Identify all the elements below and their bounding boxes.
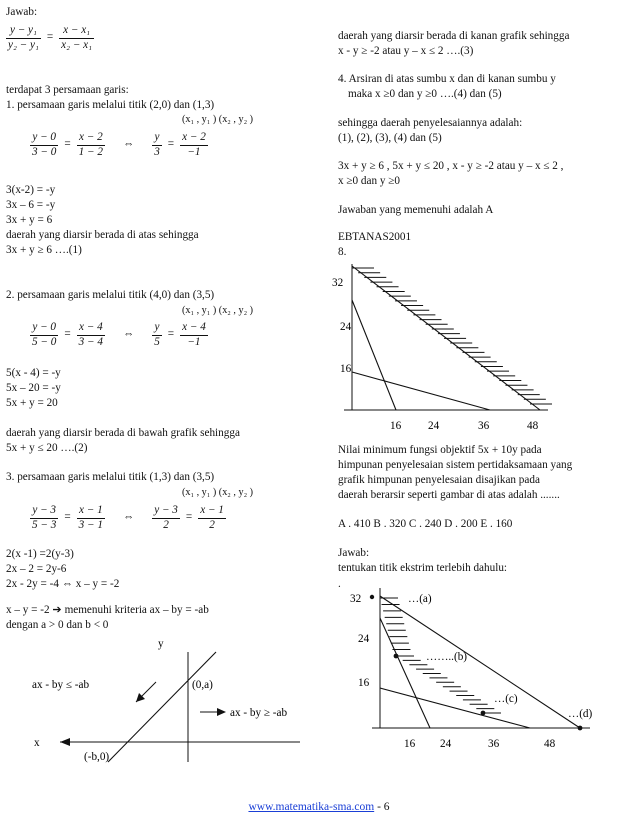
r-p4: maka x ≥0 dan y ≥0 ….(4) dan (5) — [348, 88, 502, 100]
graph1-line-a — [352, 266, 540, 410]
s1-points: (x₁ , y₁ ) (x₂ , y₂ ) — [182, 114, 254, 125]
left-region-label: ax - by ≤ -ab — [32, 679, 90, 691]
r-p11: 8. — [338, 246, 347, 258]
graph1-ytick-24: 24 — [340, 321, 352, 333]
r-p3: 4. Arsiran di atas sumbu x dan di kanan sumbu y — [338, 73, 556, 85]
r-p10: EBTANAS2001 — [338, 231, 412, 243]
two-point-formula: $\frac{\text{y − y₁}}{\text{y₂ − y₁}}$ = $\frac{\text{x − x₁}}{\text{x₂ − x₁}}$ — [8, 24, 93, 51]
graph2-label-b: ……..(b) — [426, 651, 468, 663]
s2-note-1: daerah yang diarsir berada di bawah grafik sehingga — [6, 427, 240, 439]
graph2-xtick-36: 36 — [488, 738, 500, 750]
region-diagram — [0, 630, 320, 770]
diagram-boundary-line — [108, 652, 216, 762]
graph2-ytick-16: 16 — [358, 677, 370, 689]
extreme-point-d — [578, 726, 583, 731]
graph2-xtick-24: 24 — [440, 738, 452, 750]
graph1-xtick-16: 16 — [390, 420, 402, 432]
r-p6: (1), (2), (3), (4) dan (5) — [338, 132, 442, 144]
s3-line-1: 2(x -1) =2(y-3) — [6, 548, 74, 560]
r-p2: x - y ≥ -2 atau y – x ≤ 2 ….(3) — [338, 45, 474, 57]
graph1-xtick-24: 24 — [428, 420, 440, 432]
graph1-xtick-36: 36 — [478, 420, 490, 432]
graph1-line-c — [352, 372, 490, 410]
s1-line-5: 3x + y ≥ 6 ….(1) — [6, 244, 82, 256]
question-line-3: grafik himpunan penyelesaian disajikan pada — [338, 474, 540, 486]
intro-text: terdapat 3 persamaan garis: — [6, 84, 129, 96]
page-footer — [0, 800, 638, 814]
s3-criterion-1: x – y = -2 ➔ memenuhi kriteria ax – by = -ab — [6, 604, 209, 616]
s3-line-3: 2x - 2y = -4 ⇔ x – y = -2 — [6, 578, 120, 590]
s1-line-3: 3x + y = 6 — [6, 214, 53, 226]
graph1-ytick-32: 32 — [332, 277, 344, 289]
graph2-ytick-32: 32 — [350, 593, 362, 605]
s2-note-2: 5x + y ≤ 20 ….(2) — [6, 442, 88, 454]
s3-criterion-2: dengan a > 0 dan b < 0 — [6, 619, 109, 631]
graph2-ytick-24: 24 — [358, 633, 370, 645]
stray-dot: . — [338, 578, 341, 590]
s1-line-4: daerah yang diarsir berada di atas sehingga — [6, 229, 199, 241]
s1-equation: $\frac{y - 0}{3 - 0}$ = $\frac{x - 2}{1 - 2}$ ⇔ $\frac{y}{3}$ = $\frac{x - 2}{-1}$ — [32, 131, 206, 158]
question-line-4: daerah berarsir seperti gambar di atas adalah ....... — [338, 489, 560, 501]
diagram-x-label: x — [34, 737, 40, 749]
question-line-2: himpunan penyelesaian sistem pertidaksamaan yang — [338, 459, 573, 471]
extreme-points-graph — [330, 584, 620, 752]
graph2-xtick-16: 16 — [404, 738, 416, 750]
s1-line-2: 3x – 6 = -y — [6, 199, 56, 211]
graph1-line-b — [352, 300, 396, 410]
s2-title: 2. persamaan garis melalui titik (4,0) dan (3,5) — [6, 289, 215, 301]
s3-equation: $\frac{y - 3}{5 - 3}$ = $\frac{x - 1}{3 - 1}$ ⇔ $\frac{y - 3}{2}$ = $\frac{x - 1}{2}$ — [32, 504, 224, 531]
x-axis-arrow-left — [60, 738, 70, 746]
jawab-label: Jawab: — [6, 6, 38, 18]
extreme-point-b — [394, 654, 399, 659]
graph1-ytick-16: 16 — [340, 363, 352, 375]
extreme-point-c — [481, 711, 486, 716]
graph2-xtick-48: 48 — [544, 738, 556, 750]
s3-line-2: 2x – 2 = 2y-6 — [6, 563, 67, 575]
graph2-label-d: …(d) — [568, 708, 593, 720]
page-number: - 6 — [374, 801, 390, 813]
jawab-instruction: tentukan titik ekstrim terlebih dahulu: — [338, 562, 508, 574]
r-p9: Jawaban yang memenuhi adalah A — [338, 204, 494, 216]
point-a-label: (0,a) — [192, 679, 213, 691]
s2-line-2: 5x – 20 = -y — [6, 382, 61, 394]
right-region-label: ax - by ≥ -ab — [230, 707, 288, 719]
graph2-line-b — [380, 618, 430, 728]
s3-title: 3. persamaan garis melalui titik (1,3) dan (3,5) — [6, 471, 215, 483]
r-p7: 3x + y ≥ 6 , 5x + y ≤ 20 , x - y ≥ -2 atau y – x ≤ 2 , — [338, 160, 564, 172]
s3-points: (x₁ , y₁ ) (x₂ , y₂ ) — [182, 487, 254, 498]
graph2-label-c: …(c) — [494, 693, 518, 705]
shaded-region-graph — [330, 262, 560, 437]
s2-points: (x₁ , y₁ ) (x₂ , y₂ ) — [182, 305, 254, 316]
s2-equation: $\frac{y - 0}{5 - 0}$ = $\frac{x - 4}{3 - 4}$ ⇔ $\frac{y}{5}$ = $\frac{x - 4}{-1}$ — [32, 321, 206, 348]
jawab-label-2: Jawab: — [338, 547, 370, 559]
point-b-label: (-b,0) — [84, 751, 110, 763]
graph1-xtick-48: 48 — [527, 420, 539, 432]
extreme-point-a — [370, 595, 374, 599]
graph2-label-a: …(a) — [408, 593, 432, 605]
s1-line-1: 3(x-2) = -y — [6, 184, 56, 196]
r-p8: x ≥0 dan y ≥0 — [338, 175, 400, 187]
footer-link[interactable]: www.matematika-sma.com — [248, 801, 375, 813]
question-line-1: Nilai minimum fungsi objektif 5x + 10y pada — [338, 444, 542, 456]
right-region-arrow-head — [217, 708, 226, 716]
diagram-y-label: y — [158, 638, 164, 650]
s2-line-3: 5x + y = 20 — [6, 397, 58, 409]
s2-line-1: 5(x - 4) = -y — [6, 367, 61, 379]
r-p5: sehingga daerah penyelesaiannya adalah: — [338, 117, 523, 129]
s1-title: 1. persamaan garis melalui titik (2,0) dan (1,3) — [6, 99, 215, 111]
answer-options: A . 410 B . 320 C . 240 D . 200 E . 160 — [338, 518, 513, 530]
r-p1: daerah yang diarsir berada di kanan grafik sehingga — [338, 30, 570, 42]
